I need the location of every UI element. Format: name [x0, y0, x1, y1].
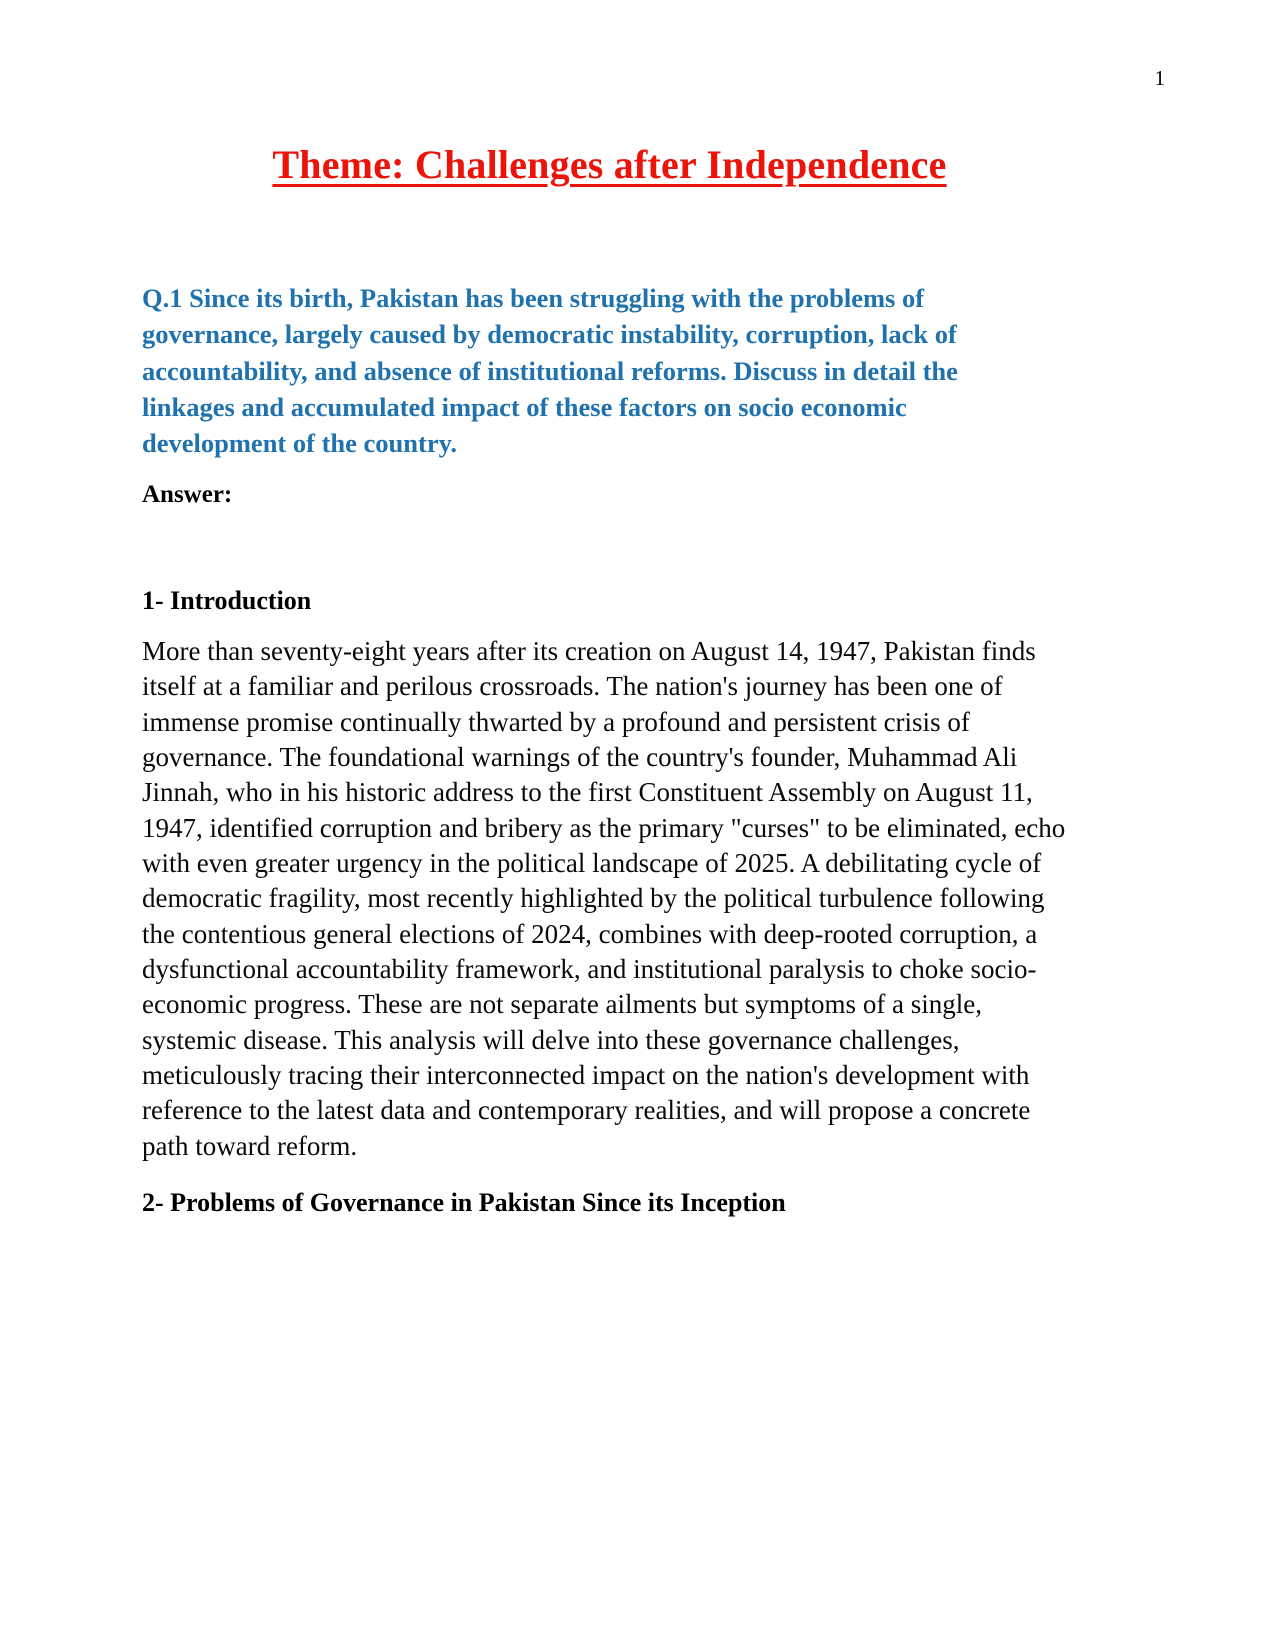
answer-label: Answer:: [142, 481, 233, 509]
title-spacer: [142, 188, 1077, 280]
page-title: Theme: Challenges after Independence: [272, 142, 947, 187]
introduction-paragraph: More than seventy-eight years after its creation on August 14, 1947, Pakistan finds itself at a familiar and perilous crossroads. The nation's journey has been one of immense promise continually thwarted by a profound and persistent crisis of governance. The foundational warnings of the country's founder, Muhammad Ali Jinnah, who in his historic address to the first Constituent Assembly on August 11, 1947, identified corruption and bribery as the primary "curses" to be eliminated, echo with even greater urgency in the political landscape of 2025. A debilitating cycle of democratic fragility, most recently highlighted by the political turbulence following the contentious general elections of 2024, combines with deep-rooted corruption, a dysfunctional accountability framework, and institutional paralysis to choke socio-economic progress. These are not separate ailments but symptoms of a single, systemic disease. This analysis will delve into these governance challenges, meticulously tracing their interconnected impact on the nation's development with reference to the latest data and contemporary realities, and will propose a concrete path toward reform.: [142, 635, 1066, 1161]
section-heading-introduction: 1- Introduction: [142, 585, 312, 615]
document-content: [142, 120, 1077, 1220]
question-text: Q.1 Since its birth, Pakistan has been struggling with the problems of governance, largely caused by democratic instability, corruption, lack of accountability, and absence of institutional reforms. Discuss in detail the linkages and accumulated impact of these factors on socio economic development of the country.: [142, 283, 958, 459]
page-number: 1: [1154, 66, 1165, 90]
section-heading-problems-of-governance: 2- Problems of Governance in Pakistan Since its Inception: [142, 1188, 786, 1218]
